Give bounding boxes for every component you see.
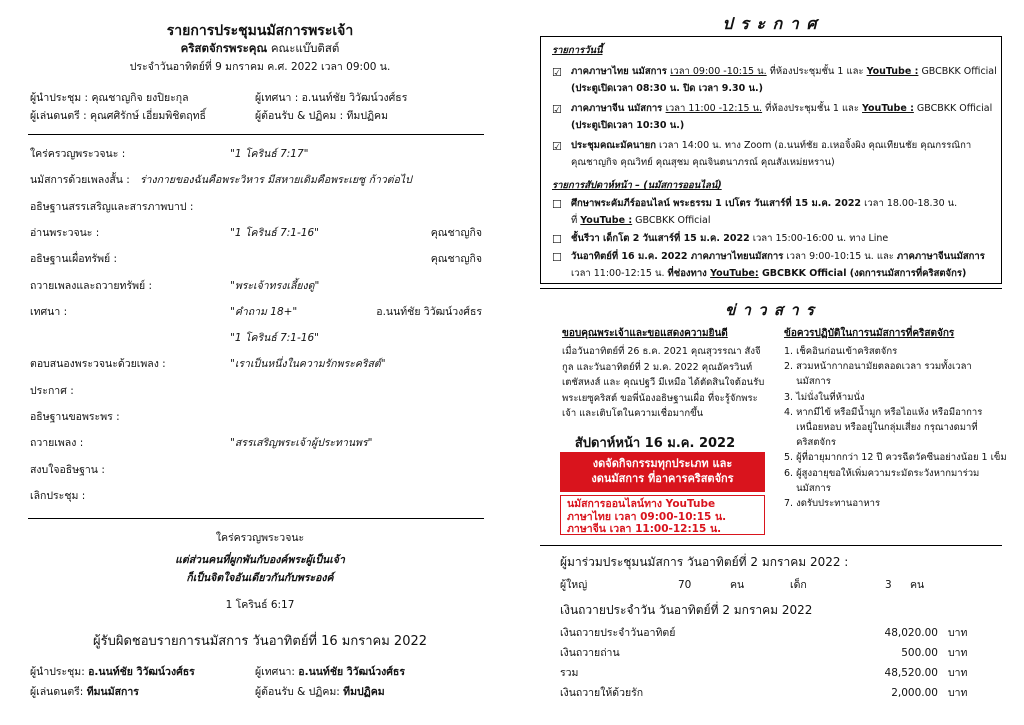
offering-unit: บาท [948,667,968,679]
next-week-title: รายการสัปดาห์หน้า – (นมัสการออนไลน์) [552,180,722,191]
divider [28,134,484,135]
order-item: "คำถาม 18+" [230,305,298,318]
offering-unit: บาท [948,647,968,659]
cancel-banner-line: งดนมัสการ ที่อาคารคริสตจักร [591,472,734,485]
role-label: ผู้ต้อนรับ & ปฏิคม: [255,686,344,698]
next-role-leader [30,666,195,679]
adult-unit: คน [730,579,745,591]
role-value: ทีมนมัสการ [86,686,139,698]
offering-amount: 500.00 [901,647,938,659]
order-item: "1 โครินธ์ 7:1-16" [230,332,319,345]
text-segment: คุณชาญกิจ คุณวิทย์ คุณสุชม คุณจินตนาภรณ์ คุณสังเหม่ยหราน) [571,157,835,168]
adult-count: 70 [678,579,692,591]
child-count: 3 [885,579,892,591]
text-segment: ที่ [571,215,581,226]
announcement-heading: ป ร ะ ก า ศ [722,14,818,33]
order-item: ร่างกายของฉันคือพระวิหาร มีสหายเดิมคือพระเยซู ก้าวต่อไป [140,174,412,187]
order-item: "เราเป็นหนึ่งในความรักพระคริสต์" [230,358,386,371]
offering-unit: บาท [948,687,968,699]
reflect-verse-line1: แต่ส่วนคนที่ผูกพันกับองค์พระผู้เป็นเจ้า [175,554,345,566]
child-unit: คน [910,579,925,591]
online-banner-line: ภาษาจีน เวลา 11:00-12:15 น. [567,523,722,535]
rule-line: 1. เช็คอินก่อนเข้าคริสตจักร [784,346,898,357]
offering-amount: 48,520.00 [884,667,938,679]
order-label: อธิษฐานเผื่อทรัพย์ : [30,253,118,266]
text-segment: ศึกษาพระคัมภีร์ออนไลน์ พระธรรม 1 เปโตร วันเสาร์ที่ 15 ม.ค. 2022 [571,198,862,209]
order-label: ใคร่ครวญพระวจนะ : [30,148,126,160]
announcement-line [571,215,711,227]
next-role-preacher [255,666,405,679]
order-item: "1 โครินธ์ 7:17" [230,148,309,160]
text-segment: เวลา 15:00-16:00 น. ทาง Line [749,233,889,244]
cancel-banner-line: งดจัดกิจกรรมทุกประเภท และ [592,457,733,470]
rule-line: 2. สวมหน้ากากอนามัยตลอดเวลา รวมทั้งเวลา [784,361,972,373]
text-segment: YouTube : [580,215,633,226]
order-item: "1 โครินธ์ 7:1-16" [230,226,319,239]
rule-line: นมัสการ [784,482,831,494]
announcement-line [571,268,966,280]
rules-title: ข้อควรปฏิบัติในการนมัสการที่คริสตจักร [784,328,955,339]
order-label: เลิกประชุม : [30,489,86,502]
order-label: นมัสการด้วยเพลงสั้น : [30,174,130,187]
role-label: ผู้เล่นดนตรี: [30,686,87,698]
text-segment: ภาคภาษาจีน นมัสการ [571,103,666,114]
role-value: อ.นนท์ชัย วิวัฒน์วงศ์ธร [88,666,195,678]
text-segment: ที่ช่องทาง [667,268,711,279]
role-label: ผู้ต้อนรับ & ปฏิคม : [255,110,347,122]
rule-line: คริสตจักร [784,437,836,449]
rule-line: 3. ไม่นั่งในที่ห้ามนั่ง [784,391,865,403]
divider [540,288,1002,289]
text-segment: วันอาทิตย์ที่ 16 ม.ค. 2022 ภาคภาษาไทยนมัสการ [571,251,784,262]
bulletin-title: รายการประชุมนมัสการพระเจ้า [166,23,354,39]
text-segment: (ประตูเปิดเวลา 10:30 น.) [571,120,685,131]
text-segment: GBCBKK Official [913,103,993,114]
offering-title: เงินถวายประจำวัน วันอาทิตย์ที่ 2 มกราคม 2022 [560,603,813,617]
role-usher [255,110,388,123]
role-value: อ.นนท์ชัย วิวัฒน์วงศ์ธร [301,92,408,104]
order-person: อ.นนท์ชัย วิวัฒน์วงศ์ธร [376,305,482,318]
church-name [0,40,520,58]
divider [540,545,1002,546]
order-label: เทศนา : [30,305,68,318]
offering-label: เงินถวายให้ด้วยรัก [560,687,644,699]
thanks-line: เตชัสหงส์ และ คุณปฐวี มีเหมือ ได้ตัดสินใจต้อนรับ [562,377,765,388]
order-label: ประกาศ : [30,384,74,397]
offering-label: เงินถวายถ่าน [560,647,620,659]
online-banner-line: ภาษาไทย เวลา 09:00-10:15 น. [567,510,727,523]
reflect-reference: 1 โครินธ์ 6:17 [225,599,295,611]
text-segment: ที่ห้องประชุมชั้น 1 และ [762,103,863,114]
offering-unit: บาท [948,627,968,639]
text-segment: (ประตูเปิดเวลา 08:30 น. ปิด เวลา 9.30 น.) [571,83,763,94]
next-week-banner: สัปดาห์หน้า 16 ม.ค. 2022 [574,436,736,451]
thanks-title: ขอบคุณพระเจ้าและขอแสดงความยินดี [562,328,728,339]
role-leader [30,92,189,105]
rule-line: 6. ผู้สูงอายุขอให้เพิ่มความระมัดระวังหากมาร่วม [784,467,980,479]
rule-line: เหนื่อยหอบ หรืออยู่ในกลุ่มเสี่ยง กรุณางดมาที่ [784,422,978,433]
order-label: อธิษฐานสรรเสริญและสารภาพบาป : [30,200,194,213]
text-segment: ที่ห้องประชุมชั้น 1 และ [766,66,867,77]
text-segment: YouTube : [862,103,914,114]
church-name-rest: คณะแบ๊บติสต์ [267,41,340,55]
offering-label: เงินถวายประจำวันอาทิตย์ [560,627,676,639]
role-label: ผู้นำประชุม : [30,92,92,104]
text-segment: เวลา 11:00-12:15 น. [571,268,668,279]
order-label: อ่านพระวจนะ : [30,226,100,239]
order-label: ตอบสนองพระวจนะด้วยเพลง : [30,358,166,371]
order-label: ถวายเพลงและถวายทรัพย์ : [30,279,153,292]
news-heading: ข่ า ว ส า ร [725,301,815,319]
role-value: อ.นนท์ชัย วิวัฒน์วงศ์ธร [298,666,405,678]
thanks-line: เมื่อวันอาทิตย์ที่ 26 ธ.ค. 2021 คุณสุวรรณา สังจี [562,346,761,357]
thanks-line: เจ้า และเติบโตในความเชื่อมากขึ้น [562,408,704,419]
announcement-line [571,233,888,245]
checkbox-icon: ☐ [552,233,562,246]
checkbox-icon: ☑ [552,103,562,116]
role-value: คุณศศิรักษ์ เอี่ยมพิชิตฤทธิ์ [90,110,206,122]
text-segment: ชั้นรีวา เด็กโต 2 วันเสาร์ที่ 15 ม.ค. 2022 [571,233,750,244]
order-item: "สรรเสริญพระเจ้าผู้ประทานพร" [230,437,373,450]
text-segment: เวลา 18.00-18.30 น. [861,198,958,209]
text-segment: YouTube : [866,66,919,77]
text-segment: ภาคภาษาจีนนมัสการ [896,251,985,262]
service-date: ประจำวันอาทิตย์ที่ 9 มกราคม ค.ศ. 2022 เวลา 09:00 น. [129,61,391,73]
text-segment: GBCBKK Official (งดการนมัสการที่คริสตจักร) [758,268,967,279]
text-segment: GBCBKK Official [918,66,997,77]
role-label: ผู้เล่นดนตรี : [30,110,91,122]
announcement-line [571,251,985,263]
text-segment: ประชุมคณะมัคนายก [571,140,656,151]
order-person: คุณชาญกิจ [430,253,482,266]
text-segment: เวลา 09:00 -10:15 น. [670,66,767,77]
role-label: ผู้เทศนา : [255,92,302,104]
cancel-banner [560,452,765,492]
role-value: ทีมปฏิคม [343,686,385,698]
rule-line: 4. หากมีไข้ หรือมีน้ำมูก หรือไอแห้ง หรือมีอาการ [784,406,983,418]
next-role-musician [30,686,139,699]
next-service-title: ผู้รับผิดชอบรายการนมัสการ วันอาทิตย์ที่ 16 มกราคม 2022 [92,634,428,649]
thanks-line: พระเยซูคริสต์ ขอพี่น้องอธิษฐานเผื่อ ที่จะรู้จักพระ [562,392,758,404]
next-role-usher [255,686,385,699]
reflect-title: ใคร่ครวญพระวจนะ [215,532,305,544]
role-label: ผู้นำประชุม: [30,666,89,678]
checkbox-icon: ☐ [552,198,562,211]
checkbox-icon: ☑ [552,66,562,79]
reflect-verse-line2: ก็เป็นจิตใจอันเดียวกันกับพระองค์ [186,572,334,584]
announcement-line [571,198,957,210]
online-banner [560,495,765,535]
text-segment: GBCBKK Official [632,215,711,226]
attendance-title: ผู้มาร่วมประชุมนมัสการ วันอาทิตย์ที่ 2 มกราคม 2022 : [560,555,849,569]
divider [28,518,484,519]
announcement-line [571,83,763,95]
order-label: อธิษฐานขอพระพร : [30,411,120,423]
role-musician [30,110,206,123]
offering-amount: 2,000.00 [891,687,938,699]
child-label: เด็ก [790,579,807,591]
online-banner-line: นมัสการออนไลน์ทาง YouTube [567,498,716,510]
rule-line: 5. ผู้ที่อายุมากกว่า 12 ปี ควรฉีดวัคซีนอย่างน้อย 1 เข็ม [784,452,1007,464]
rule-line: 7. งดรับประทานอาหาร [784,498,881,509]
offering-amount: 48,020.00 [884,627,938,639]
role-value: ทีมปฏิคม [346,110,389,122]
text-segment: เวลา 14:00 น. ทาง Zoom (อ.นนท์ชัย อ.เหอจิ้งผิง คุณเทียนชัย คุณกรรณิกา [655,140,972,151]
order-item: "พระเจ้าทรงเลี้ยงดู" [230,279,320,292]
announcement-line [571,140,971,152]
checkbox-icon: ☐ [552,251,562,264]
order-label: สงบใจอธิษฐาน : [30,463,105,476]
text-segment: YouTube: [710,268,759,279]
role-label: ผู้เทศนา: [255,666,299,678]
thanks-line: กูล และวันอาทิตย์ที่ 2 ม.ค. 2022 คุณอัครวินท์ [562,361,753,373]
text-segment: เวลา 9:00-10:15 น. และ [783,251,897,262]
role-value: คุณชาญกิจ ยงปิยะกุล [91,92,189,104]
role-preacher [255,92,407,105]
today-title: รายการวันนี้ [552,45,603,56]
announcement-line [571,157,835,169]
announcement-line [571,66,997,78]
announcement-line [571,120,684,132]
offering-label: รวม [560,667,579,679]
church-name-bold: คริสตจักรพระคุณ [180,41,268,55]
text-segment: เวลา 11:00 -12:15 น. [665,103,763,114]
text-segment: ภาคภาษาไทย นมัสการ [571,66,671,77]
rule-line: นมัสการ [784,376,831,388]
announcement-line [571,103,992,115]
checkbox-icon: ☑ [552,140,562,153]
order-person: คุณชาญกิจ [430,226,482,239]
adult-label: ผู้ใหญ่ [560,579,588,591]
order-label: ถวายเพลง : [30,437,84,450]
